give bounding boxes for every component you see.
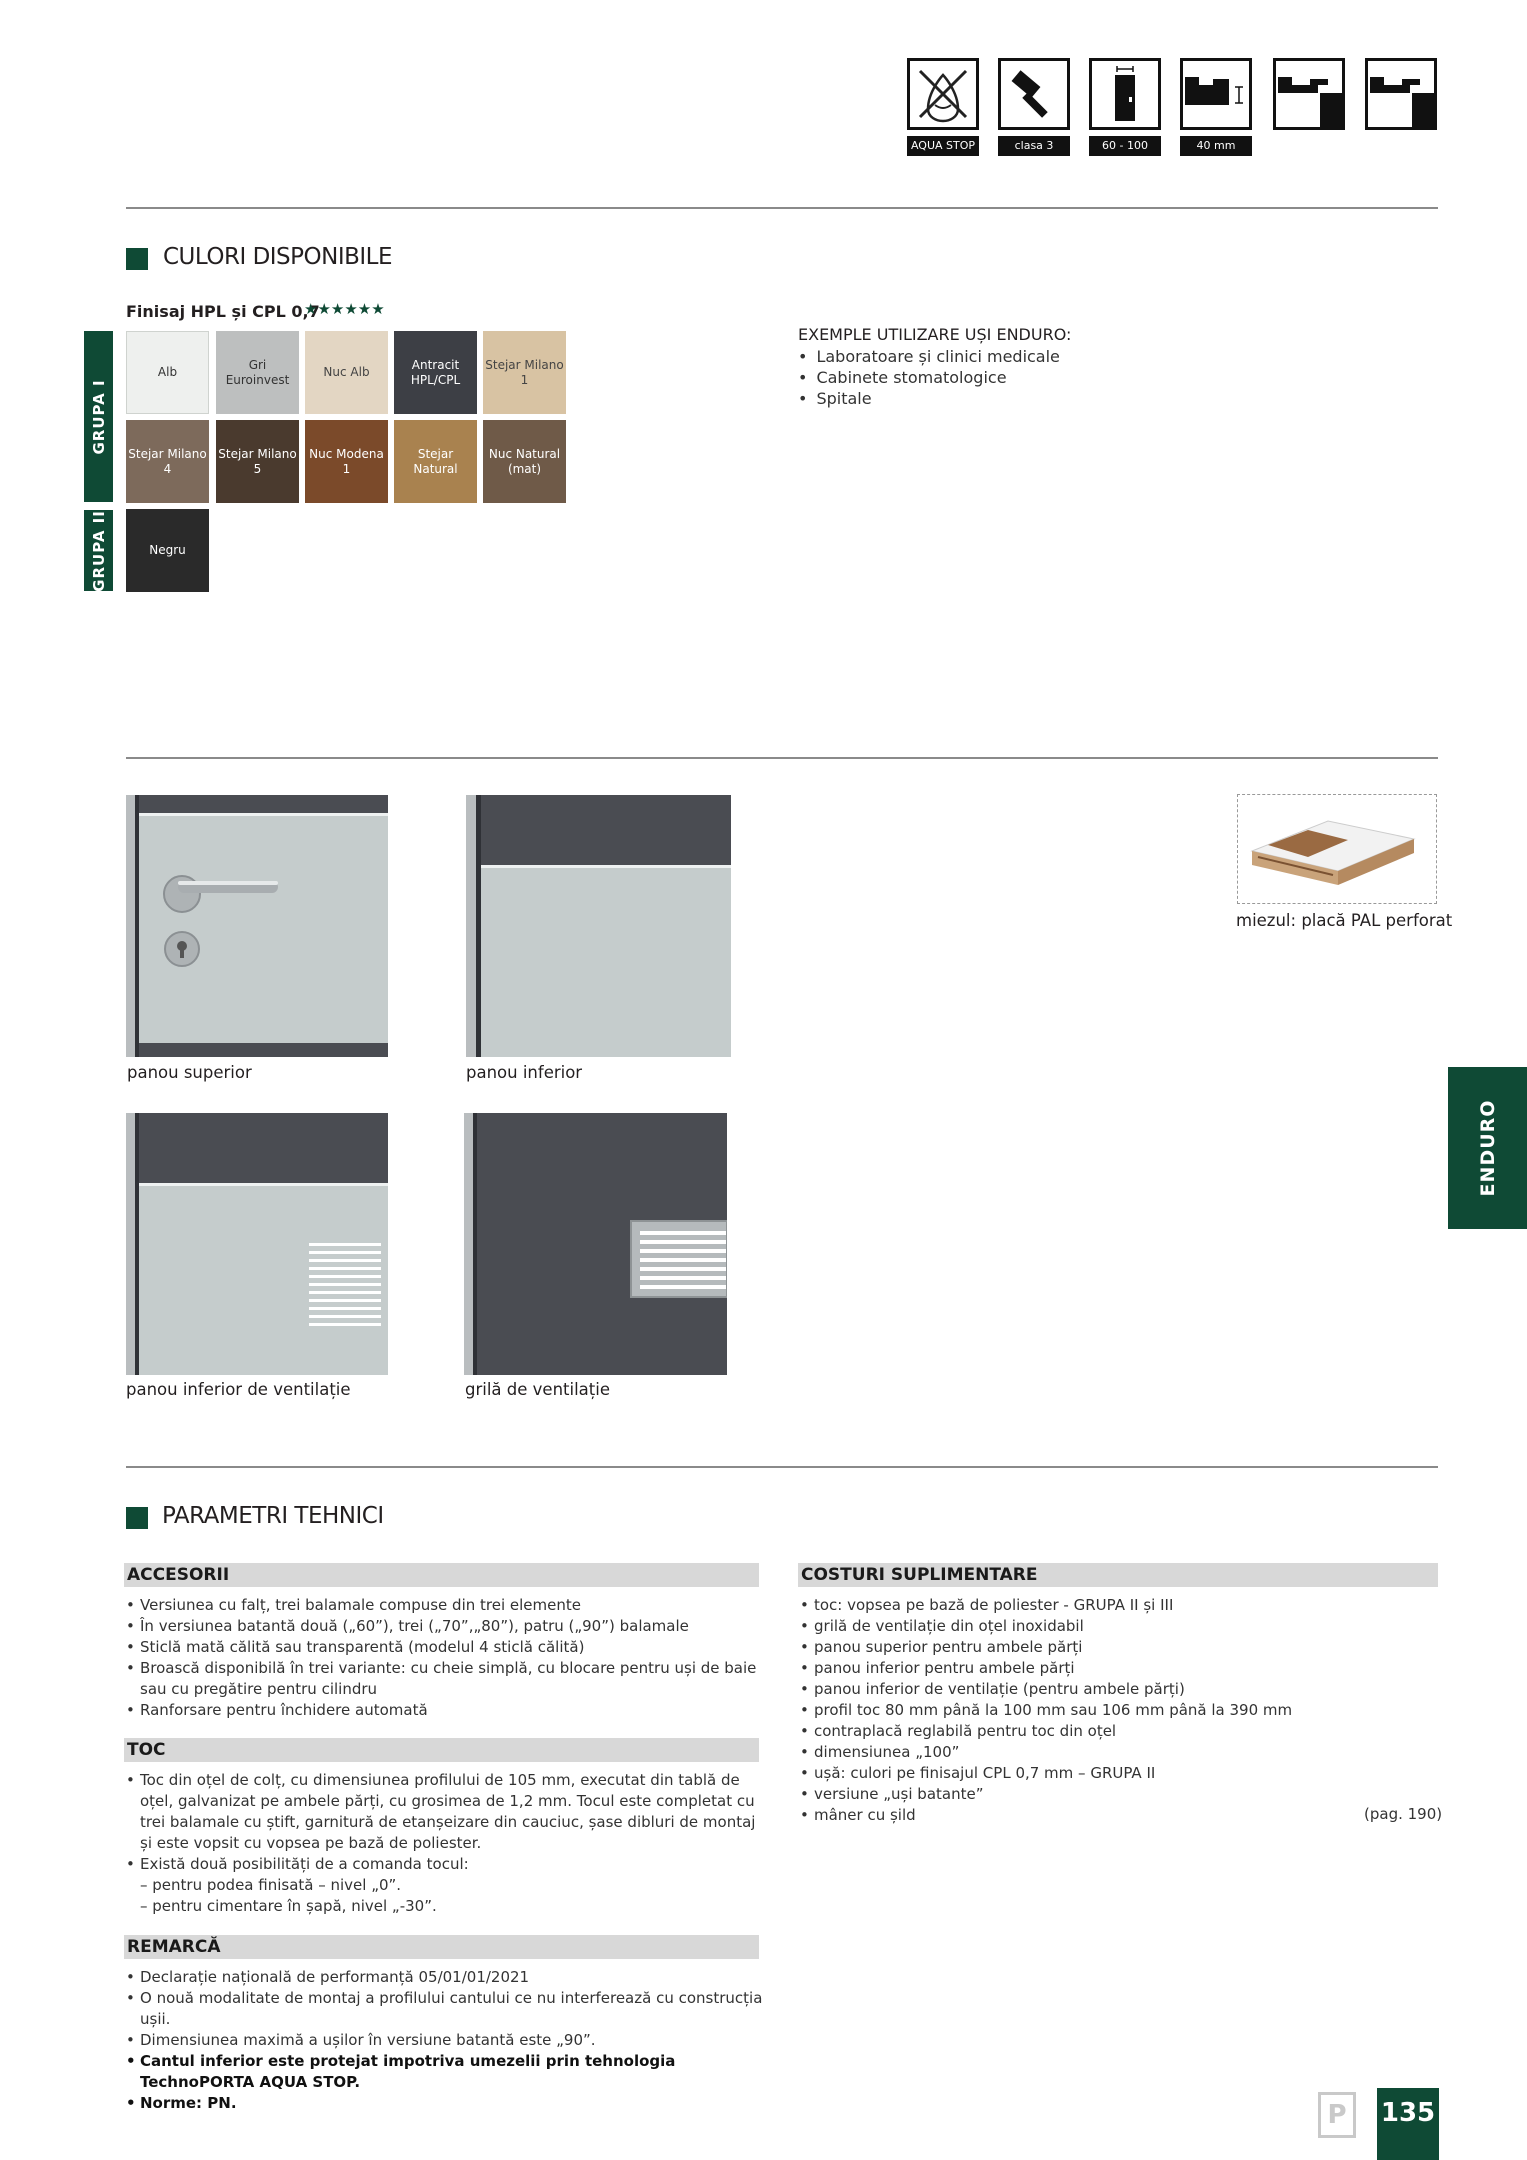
accessories-list: [124, 1595, 764, 1721]
list-item: • panou inferior de ventilație (pentru ambele părți): [798, 1679, 1358, 1700]
list-item: • Ranforsare pentru închidere automată: [124, 1700, 764, 1721]
hammer-caption: clasa 3: [998, 136, 1070, 156]
section-marker: [126, 248, 148, 270]
list-item: • panou superior pentru ambele părți: [798, 1637, 1358, 1658]
list-item: • Norme: PN.: [124, 2093, 764, 2114]
color-swatch-stejar-milano-1[interactable]: Stejar Milano 1: [483, 331, 566, 414]
door-width-icon: [1089, 58, 1161, 130]
divider: [126, 1466, 1438, 1468]
hammer-icon: [998, 58, 1070, 130]
list-item: – pentru cimentare în șapă, nivel „-30”.: [140, 1897, 437, 1915]
extra-costs-heading: COSTURI SUPLIMENTARE: [798, 1563, 1438, 1587]
list-item: – pentru podea finisată – nivel „0”.: [140, 1876, 402, 1894]
list-item: • Cantul inferior este protejat impotriva umezelii prin tehnologia TechnoPORTA AQUA STOP.: [124, 2051, 764, 2093]
section-marker: [126, 1507, 148, 1529]
core-photo: [1237, 794, 1437, 904]
color-swatch-alb[interactable]: Alb: [126, 331, 209, 414]
door-width-caption: 60 - 100: [1089, 136, 1161, 156]
color-swatch-negru[interactable]: Negru: [126, 509, 209, 592]
remark-list: [124, 1967, 764, 2114]
list-item: • Există două posibilități de a comanda tocul:: [124, 1854, 764, 1875]
color-swatch-nuc-alb[interactable]: Nuc Alb: [305, 331, 388, 414]
brand-logo: P: [1318, 2092, 1356, 2138]
page-number: 135: [1377, 2088, 1439, 2160]
list-item: • versiune „uși batante”: [798, 1784, 1358, 1805]
wall-thickness-icon: [1180, 58, 1252, 130]
frame-heading: TOC: [124, 1738, 759, 1762]
list-item: • În versiunea batantă două („60”), trei („70”,„80”), patru („90”) balamale: [124, 1616, 764, 1637]
uses-list: [798, 346, 1060, 409]
aqua-stop-icon: [907, 58, 979, 130]
panel-bottom-photo: [466, 795, 731, 1057]
list-item: • Declarație națională de performanță 05/01/01/2021: [124, 1967, 764, 1988]
list-item: • Sticlă mată călită sau transparentă (modelul 4 sticlă călită): [124, 1637, 764, 1658]
list-item: • mâner cu șild: [798, 1805, 1358, 1826]
tech-section-title: PARAMETRI TEHNICI: [162, 1503, 384, 1529]
group-1-tab: [84, 331, 113, 502]
finish-label: Finisaj HPL și CPL 0,7: [126, 302, 320, 321]
color-swatch-nuc-modena-1[interactable]: Nuc Modena 1: [305, 420, 388, 503]
list-item: • Laboratoare și clinici medicale: [798, 346, 1060, 367]
color-swatch-stejar-milano-4[interactable]: Stejar Milano 4: [126, 420, 209, 503]
enduro-tab-label: ENDURO: [1476, 1099, 1499, 1197]
color-swatch-antracit[interactable]: Antracit HPL/CPL: [394, 331, 477, 414]
frame-profile-alt-icon: [1365, 58, 1437, 130]
list-item: • Dimensiunea maximă a ușilor în versiune batantă este „90”.: [124, 2030, 764, 2051]
panel-bottom-caption: panou inferior: [466, 1063, 583, 1082]
aqua-stop-caption: AQUA STOP: [907, 136, 979, 156]
core-caption: miezul: placă PAL perforat: [1236, 911, 1453, 930]
list-item: • Versiunea cu falț, trei balamale compuse din trei elemente: [124, 1595, 764, 1616]
accessories-heading: ACCESORII: [124, 1563, 759, 1587]
group-2-label: GRUPA II: [89, 509, 108, 592]
remark-heading: REMARCĂ: [124, 1935, 759, 1959]
color-swatch-stejar-natural[interactable]: Stejar Natural: [394, 420, 477, 503]
vent-grill-caption: grilă de ventilație: [465, 1380, 610, 1399]
list-item: • Cabinete stomatologice: [798, 367, 1060, 388]
color-swatch-gri-euroinvest[interactable]: Gri Euroinvest: [216, 331, 299, 414]
divider: [126, 207, 1438, 209]
list-item: • ușă: culori pe finisajul CPL 0,7 mm – GRUPA II: [798, 1763, 1358, 1784]
wall-thickness-caption: 40 mm: [1180, 136, 1252, 156]
group-1-label: GRUPA I: [89, 378, 108, 455]
list-item: • panou inferior pentru ambele părți: [798, 1658, 1358, 1679]
vent-grill-photo: [464, 1113, 727, 1375]
uses-title: EXEMPLE UTILIZARE UȘI ENDURO:: [798, 325, 1072, 344]
color-swatch-nuc-natural-mat[interactable]: Nuc Natural (mat): [483, 420, 566, 503]
list-item: • profil toc 80 mm până la 100 mm sau 106 mm până la 390 mm: [798, 1700, 1358, 1721]
list-item: • dimensiunea „100”: [798, 1742, 1358, 1763]
frame-profile-icon: [1273, 58, 1345, 130]
list-item: • Spitale: [798, 388, 1060, 409]
list-item: • grilă de ventilație din oțel inoxidabil: [798, 1616, 1358, 1637]
colors-section-title: CULORI DISPONIBILE: [163, 244, 393, 270]
rating-stars-icon: ★★★★★★: [304, 300, 385, 318]
frame-list: [124, 1770, 764, 1917]
panel-top-caption: panou superior: [127, 1063, 252, 1082]
list-item: • Toc din oțel de colț, cu dimensiunea profilului de 105 mm, executat din tablă de oțel, galvanizat pe ambele părți, cu grosimea de 1,2 mm. Tocul este completat cu trei balamale cu știft, garnitură de etanșeizare din cauciuc, șase dibluri de montaj și este vopsit cu vopsea pe bază de poliester.: [124, 1770, 764, 1854]
extra-costs-list: [798, 1595, 1358, 1826]
page-reference: (pag. 190): [1364, 1805, 1443, 1823]
enduro-side-tab[interactable]: [1448, 1067, 1527, 1229]
panel-vent-caption: panou inferior de ventilație: [126, 1380, 351, 1399]
list-item: • toc: vopsea pe bază de poliester - GRUPA II și III: [798, 1595, 1358, 1616]
divider: [126, 757, 1438, 759]
list-item: • O nouă modalitate de montaj a profilului cantului ce nu interferează cu construcția ușii.: [124, 1988, 764, 2030]
panel-vent-photo: [126, 1113, 388, 1375]
group-2-tab: [84, 510, 113, 591]
list-item: • contraplacă reglabilă pentru toc din oțel: [798, 1721, 1358, 1742]
list-item: • Broască disponibilă în trei variante: cu cheie simplă, cu blocare pentru uși de baie sau cu pregătire pentru cilindru: [124, 1658, 764, 1700]
color-swatch-stejar-milano-5[interactable]: Stejar Milano 5: [216, 420, 299, 503]
panel-top-photo: [126, 795, 388, 1057]
